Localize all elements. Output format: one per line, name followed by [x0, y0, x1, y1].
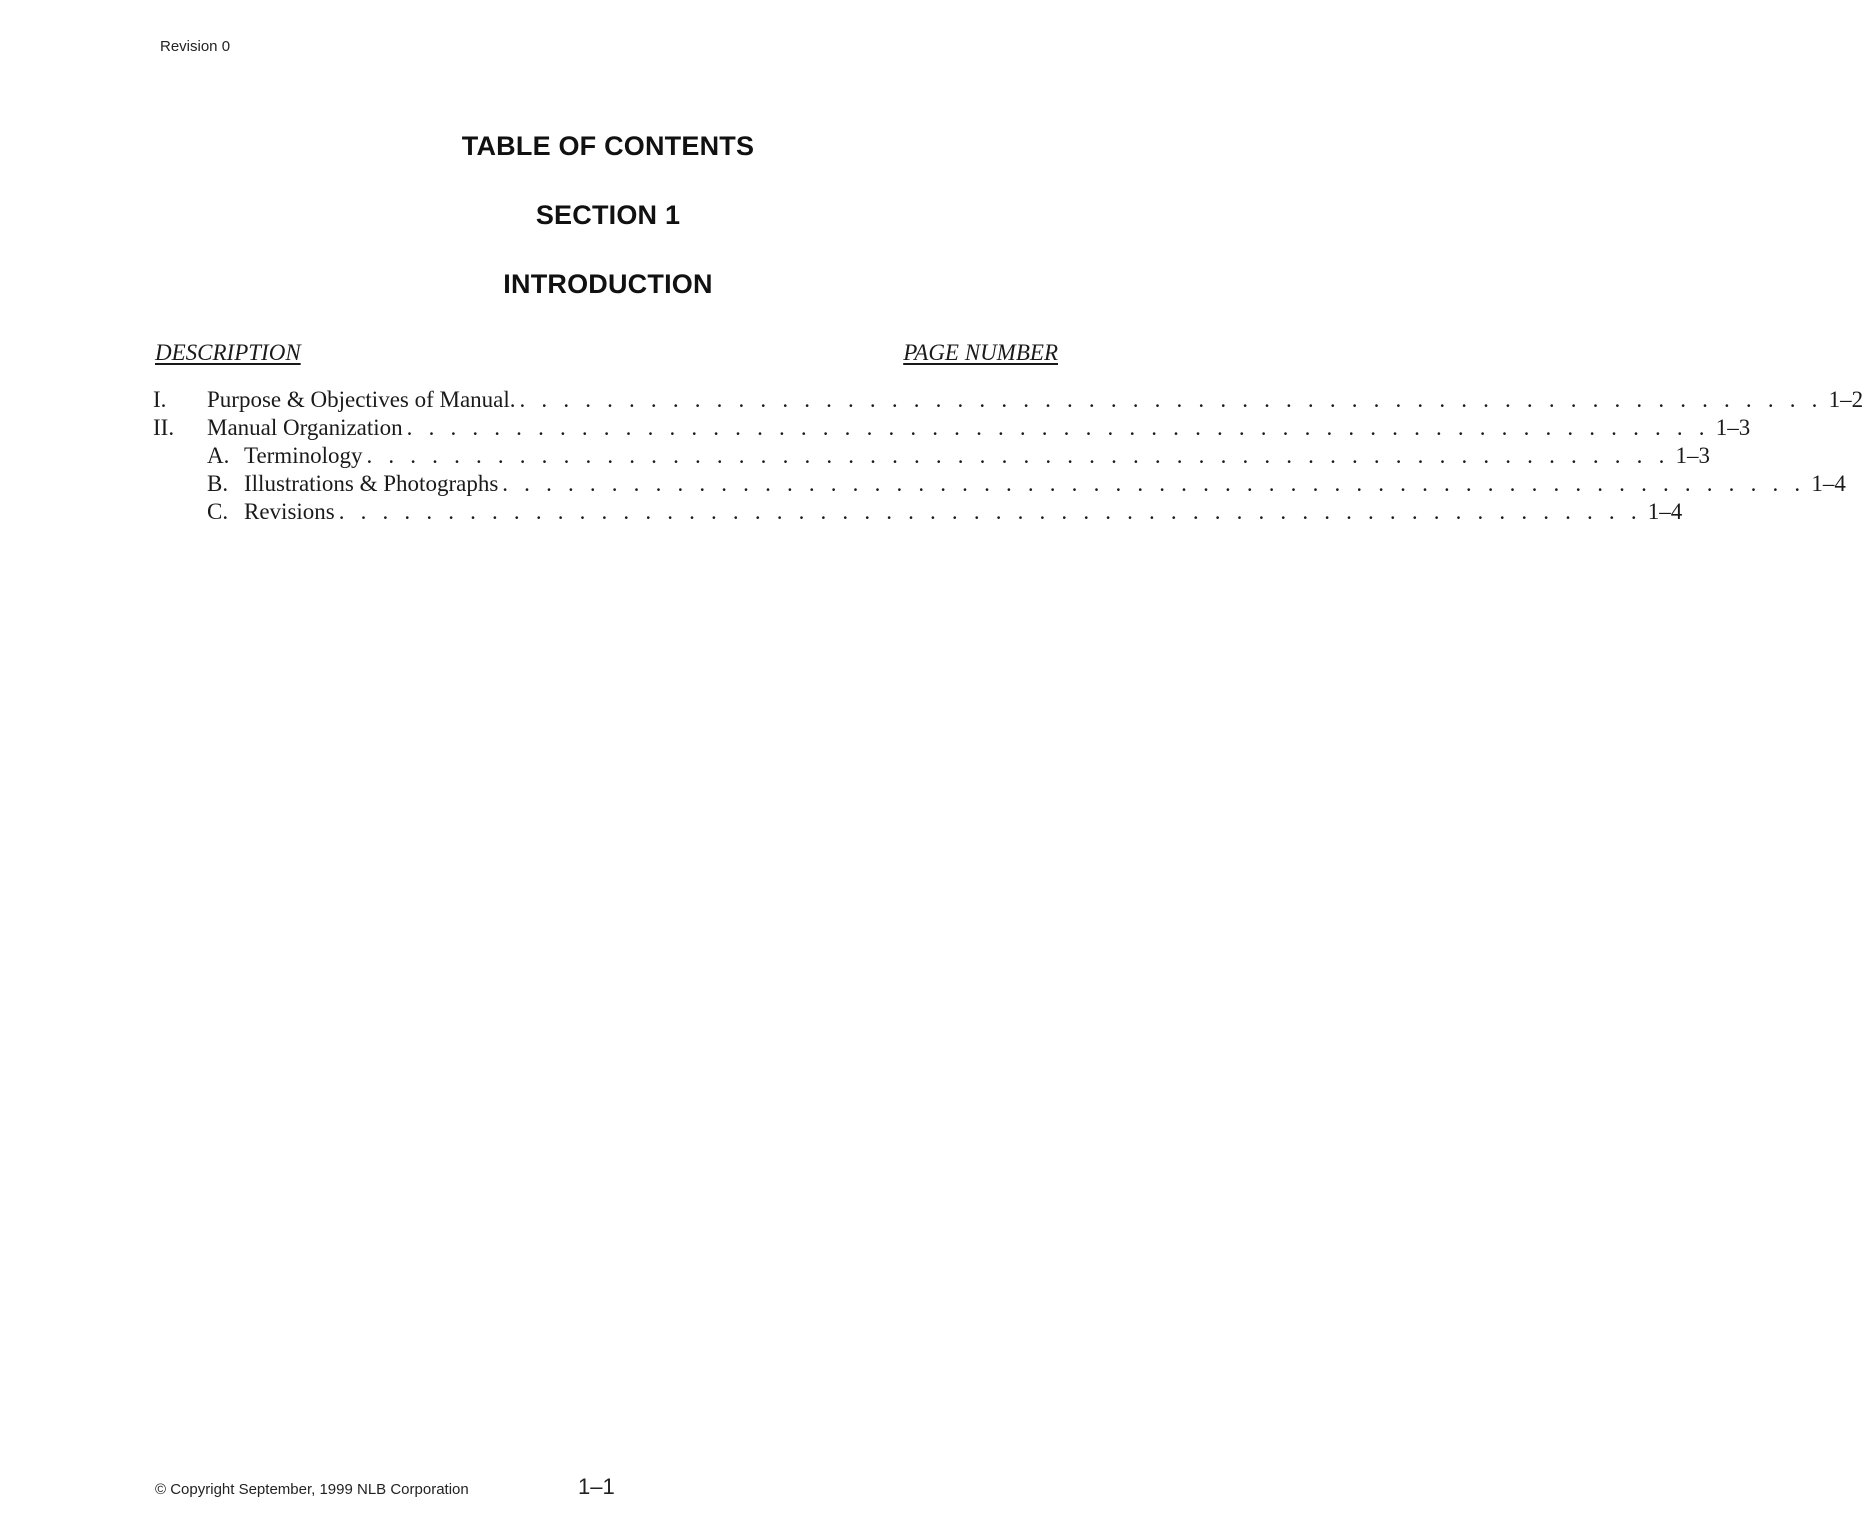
toc-entry-number: II.	[153, 415, 175, 440]
toc-entry-page: 1–3	[1675, 443, 1711, 468]
toc-entry-page: 1–2	[1828, 387, 1863, 412]
toc-leader-dots: . . . . . . . . . . . . . . . . . . . . . . . . . . . . . . . . . . . . . . . . . . . . . . . . . . . . . . . . . . . .	[366, 443, 1670, 468]
toc-entry-letter: A.	[207, 443, 230, 468]
toc-leader-dots: . . . . . . . . . . . . . . . . . . . . . . . . . . . . . . . . . . . . . . . . . . . . . . . . . . . . . . . . . . . .	[406, 415, 1710, 440]
toc-entry-purpose[interactable]	[153, 387, 1863, 415]
toc-entry-page: 1–4	[1811, 471, 1846, 496]
toc-entry-illustrations[interactable]	[153, 471, 1846, 499]
description-column-header: DESCRIPTION	[155, 340, 301, 365]
toc-entry-manual-organization[interactable]	[153, 415, 1751, 443]
toc-entry-title: Revisions	[244, 499, 335, 524]
table-of-contents	[153, 387, 1863, 527]
toc-entry-page: 1–4	[1647, 499, 1683, 524]
document-title: TABLE OF CONTENTS	[461, 131, 755, 161]
page-number-column-header: PAGE NUMBER	[903, 340, 1058, 365]
section-number: SECTION 1	[535, 200, 681, 230]
toc-entry-title: Purpose & Objectives of Manual.	[207, 387, 516, 412]
toc-entry-number: I.	[153, 387, 167, 412]
page-number: 1–1	[578, 1474, 615, 1499]
toc-entry-letter: C.	[207, 499, 229, 524]
toc-leader-dots: . . . . . . . . . . . . . . . . . . . . . . . . . . . . . . . . . . . . . . . . . . . . . . . . . . . . . . . . . . . .	[519, 387, 1823, 412]
toc-entry-page: 1–3	[1715, 415, 1751, 440]
toc-leader-dots: . . . . . . . . . . . . . . . . . . . . . . . . . . . . . . . . . . . . . . . . . . . . . . . . . . . . . . . . . . . .	[338, 499, 1642, 524]
toc-leader-dots: . . . . . . . . . . . . . . . . . . . . . . . . . . . . . . . . . . . . . . . . . . . . . . . . . . . . . . . . . . . .	[502, 471, 1806, 496]
toc-entry-title: Terminology	[244, 443, 363, 468]
toc-entry-title: Manual Organization	[207, 415, 403, 440]
revision-label: Revision 0	[160, 38, 231, 55]
toc-entry-revisions[interactable]	[153, 499, 1683, 527]
copyright-notice: © Copyright September, 1999 NLB Corporation	[155, 1481, 469, 1498]
section-title: INTRODUCTION	[503, 269, 713, 299]
toc-entry-terminology[interactable]	[153, 443, 1711, 471]
toc-entry-title: Illustrations & Photographs	[244, 471, 499, 496]
toc-entry-letter: B.	[207, 471, 229, 496]
